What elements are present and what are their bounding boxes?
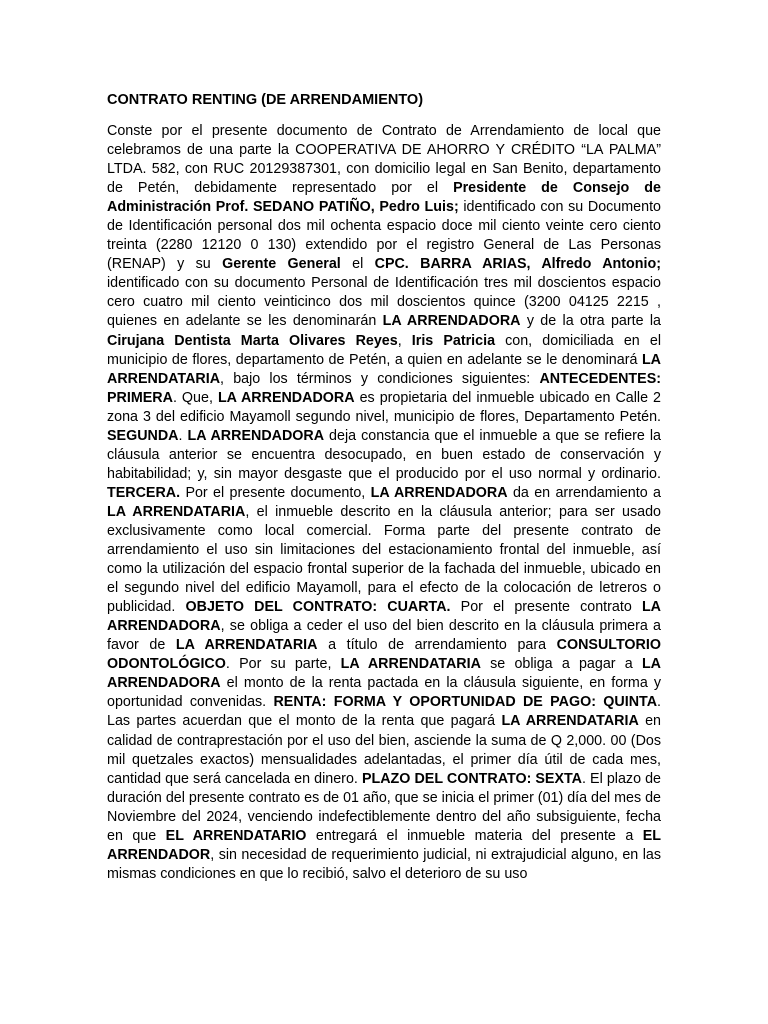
- bold-text-run: LA ARRENDATARIA: [501, 713, 639, 730]
- text-run: ,: [397, 332, 412, 349]
- text-run: .: [178, 427, 188, 444]
- bold-text-run: Gerente General: [222, 256, 341, 273]
- bold-text-run: LA ARRENDATARIA: [107, 351, 661, 387]
- bold-text-run: Presidente de Consejo de Administración Prof. SEDANO PATIÑO, Pedro Luis;: [107, 180, 661, 216]
- text-run: Por el presente contrato: [450, 599, 642, 616]
- text-run: identificado con su documento Personal de Identificación tres mil doscientos espacio cero cuatro mil ciento veinticinco dos mil doscientos quince (3200 04125 2215 , quienes en adelante se les denominarán: [107, 275, 661, 330]
- bold-text-run: LA ARRENDATARIA: [175, 637, 318, 654]
- text-run: el: [340, 256, 375, 273]
- document-title: CONTRATO RENTING (DE ARRENDAMIENTO): [107, 92, 424, 108]
- bold-text-run: PLAZO DEL CONTRATO: SEXTA: [361, 770, 583, 787]
- text-run: , sin necesidad de requerimiento judicial, ni extrajudicial alguno, en las mismas condiciones en que lo recibió, salvo el deterioro de su uso: [107, 846, 661, 882]
- bold-text-run: LA ARRENDADORA: [370, 484, 508, 501]
- bold-text-run: LA ARRENDADORA: [217, 389, 355, 406]
- bold-text-run: LA ARRENDADORA: [107, 599, 661, 635]
- text-run: Por el presente documento,: [180, 484, 371, 501]
- contract-body: [107, 122, 661, 884]
- text-run: , se obliga a ceder el uso del bien descrito en la cláusula primera a favor de: [107, 618, 661, 654]
- text-run: Conste por el presente documento de Contrato de Arrendamiento de local que celebramos de una parte la COOPERATIVA DE AHORRO Y CRÉDITO “LA PALMA” LTDA. 582, con RUC 20129387301, con domicilio legal en San Benito, departamento de Petén, debidamente representado por el: [107, 123, 661, 197]
- text-run: con, domiciliada en el municipio de flores, departamento de Petén, a quien en adelante se le denominará: [107, 332, 661, 368]
- text-run: . El plazo de duración del presente contrato es de 01 año, que se inicia el primer (01) día del mes de Noviembre del 2024, venciendo indefectiblemente dentro del año subsiguiente, fecha en que: [107, 770, 661, 844]
- bold-text-run: LA ARRENDATARIA: [340, 656, 481, 673]
- text-run: deja constancia que el inmueble a que se refiere la cláusula anterior se encuentra desocupado, en buen estado de conservación y habitabilidad; y, sin mayor desgaste que el producido por el uso normal y ordinario.: [107, 427, 661, 482]
- bold-text-run: LA ARRENDATARIA: [107, 503, 246, 520]
- bold-text-run: RENTA: FORMA Y OPORTUNIDAD DE PAGO: QUINTA: [273, 694, 658, 711]
- text-run: . Por su parte,: [225, 656, 341, 673]
- text-run: entregará el inmueble materia del presente a: [306, 827, 643, 844]
- text-run: se obliga a pagar a: [480, 656, 642, 673]
- text-run: , el inmueble descrito en la cláusula anterior; para ser usado exclusivamente como local comercial. Forma parte del presente contrato de arrendamiento el uso sin limitaciones del estacionamiento frontal del inmueble, así como la utilización del espacio frontal superior de la fachada del inmueble, ubicado en el segundo nivel del edificio Mayamoll, para el efecto de la colocación de letreros o publicidad.: [107, 503, 662, 616]
- bold-text-run: SEGUNDA: [107, 427, 179, 444]
- text-run: el monto de la renta pactada en la cláusula siguiente, en forma y oportunidad convenidas.: [107, 675, 661, 711]
- text-run: . Que,: [172, 389, 218, 406]
- text-run: en calidad de contraprestación por el uso del bien, asciende la suma de Q 2,000. 00 (Dos mil quetzales exactos) mensualidades adelantadas, el primer día útil de cada mes, cantidad que será cancelada en dinero.: [107, 713, 661, 787]
- text-run: y de la otra parte la: [520, 313, 661, 330]
- text-run: da en arrendamiento a: [507, 484, 661, 501]
- bold-text-run: LA ARRENDADORA: [187, 427, 325, 444]
- bold-text-run: TERCERA.: [107, 484, 181, 501]
- bold-text-run: LA ARRENDADORA: [382, 313, 521, 330]
- text-run: , bajo los términos y condiciones siguientes:: [220, 370, 540, 387]
- text-run: . Las partes acuerdan que el monto de la renta que pagará: [107, 694, 661, 730]
- bold-text-run: ANTECEDENTES: PRIMERA: [107, 370, 661, 406]
- bold-text-run: CONSULTORIO ODONTOLÓGICO: [107, 637, 661, 673]
- text-run: a título de arrendamiento para: [317, 637, 557, 654]
- bold-text-run: Cirujana Dentista Marta Olivares Reyes: [107, 332, 398, 349]
- bold-text-run: OBJETO DEL CONTRATO: CUARTA.: [185, 599, 451, 616]
- text-run: identificado con su Documento de Identificación personal dos mil ochenta espacio doce mil ciento veinte cero ciento treinta (2280 12120 0 130) extendido por el registro General de Las Personas (RENAP) y su: [107, 199, 661, 273]
- bold-text-run: LA ARRENDADORA: [107, 656, 661, 692]
- text-run: es propietaria del inmueble ubicado en Calle 2 zona 3 del edificio Mayamoll segundo nivel, municipio de flores, Departamento Petén.: [107, 389, 661, 425]
- bold-text-run: EL ARRENDADOR: [107, 827, 662, 863]
- bold-text-run: EL ARRENDATARIO: [165, 827, 307, 844]
- bold-text-run: CPC. BARRA ARIAS, Alfredo Antonio;: [374, 256, 661, 273]
- bold-text-run: Iris Patricia: [411, 332, 496, 349]
